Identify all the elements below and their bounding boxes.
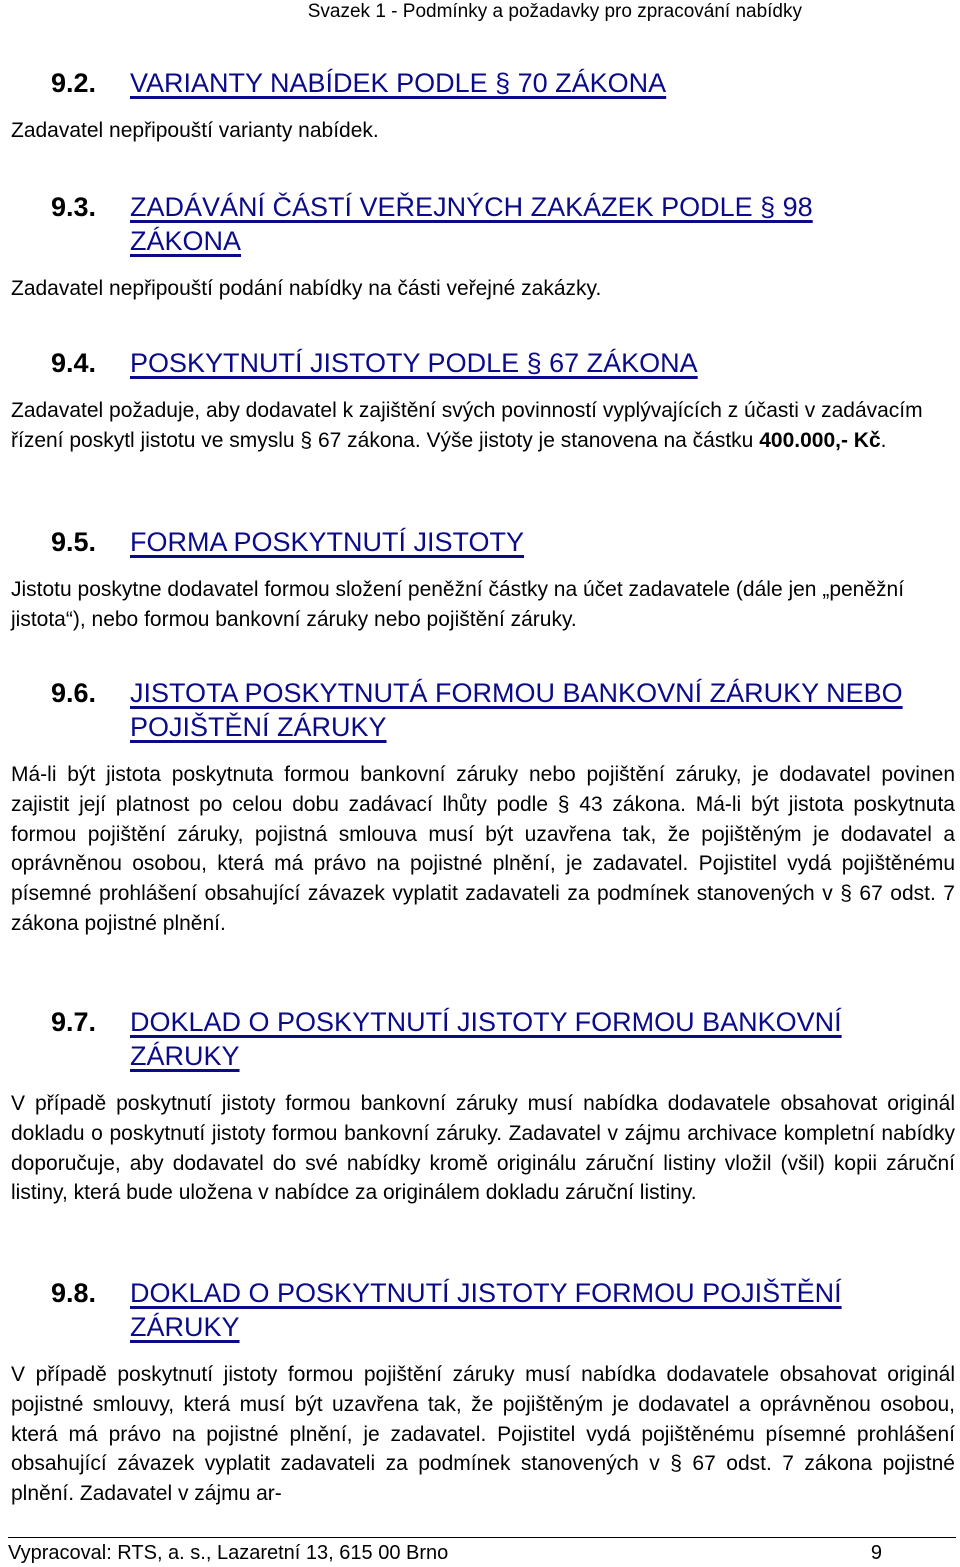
paragraph: Má-li být jistota poskytnuta formou bankovní záruky nebo pojištění záruky, je dodavatel povinen zajistit její platnost po celou dobu zadávací lhůty podle § 43 zákona. Má-li být jistota poskytnuta formou pojištění záruky, pojistná smlouva musí být uzavřena tak, že pojištěným je dodavatel a oprávněnou osobou, která má právo na pojistné plnění, je zadavatel. Pojistitel vydá pojištěnému písemné prohlášení obsahující závazek vyplatit zadavateli za podmínek stanovených v § 67 odst. 7 zákona pojistné plnění. bbox=[11, 763, 955, 935]
paragraph: V případě poskytnutí jistoty formou bankovní záruky musí nabídka dodavatele obsahovat originál dokladu o poskytnutí jistoty formou bankovní záruky. Zadavatel v zájmu archivace kompletní nabídky doporučuje, aby dodavatel do své nabídky kromě originálu záruční listiny vložil (všil) kopii záruční listiny, která bude uložena v nabídce za originálem dokladu záruční listiny. bbox=[11, 1092, 955, 1205]
section-heading bbox=[11, 346, 955, 380]
page-number: 9 bbox=[870, 1542, 882, 1564]
section-heading bbox=[11, 676, 910, 744]
paragraph bbox=[11, 396, 955, 456]
section-heading bbox=[11, 525, 955, 559]
section-title: ZADÁVÁNÍ ČÁSTÍ VEŘEJNÝCH ZAKÁZEK PODLE § 98 ZÁKONA bbox=[130, 192, 813, 256]
section-number: 9.4. bbox=[51, 348, 97, 378]
section-number: 9.8. bbox=[51, 1278, 97, 1308]
section-9-8 bbox=[11, 1276, 955, 1509]
paragraph: Jistotu poskytne dodavatel formou složení peněžní částky na účet zadavatele (dále jen „peněžní jistota“), nebo formou bankovní záruky nebo pojištění záruky. bbox=[11, 578, 905, 631]
paragraph: V případě poskytnutí jistoty formou pojištění záruky musí nabídka dodavatele obsahovat originál pojistné smlouvy, která musí být uzavřena tak, že pojištěným je dodavatel a oprávněnou osobou, která má právo na pojistné plnění, je zadavatel. Pojistitel vydá pojištěnému písemné prohlášení obsahující závazek vyplatit zadavateli za podmínek stanovených v § 67 odst. 7 zákona pojistné plnění. Zadavatel v zájmu ar- bbox=[11, 1363, 955, 1506]
page-header: Svazek 1 - Podmínky a požadavky pro zpracování nabídky bbox=[307, 1, 802, 22]
section-number: 9.5. bbox=[51, 527, 97, 557]
section-title: JISTOTA POSKYTNUTÁ FORMOU BANKOVNÍ ZÁRUKY NEBO POJIŠTĚNÍ ZÁRUKY bbox=[130, 678, 903, 742]
section-title: DOKLAD O POSKYTNUTÍ JISTOTY FORMOU BANKOVNÍ ZÁRUKY bbox=[130, 1007, 842, 1071]
amount-suffix: . bbox=[880, 428, 887, 452]
paragraph-text: Zadavatel požaduje, aby dodavatel k zajištění svých povinností vyplývajících z účasti v zadávacím řízení poskytl jistotu ve smyslu § 67 zákona. Výše jistoty je stanovena na částku bbox=[11, 399, 923, 452]
section-heading bbox=[11, 190, 900, 258]
section-9-2 bbox=[11, 66, 955, 146]
section-title: DOKLAD O POSKYTNUTÍ JISTOTY FORMOU POJIŠTĚNÍ ZÁRUKY bbox=[130, 1278, 842, 1342]
section-heading bbox=[11, 1005, 930, 1073]
section-9-3 bbox=[11, 190, 955, 304]
section-9-5 bbox=[11, 525, 955, 635]
section-title: VARIANTY NABÍDEK PODLE § 70 ZÁKONA bbox=[130, 68, 667, 98]
paragraph: Zadavatel nepřipouští varianty nabídek. bbox=[11, 119, 379, 142]
section-heading bbox=[11, 66, 955, 100]
guarantee-amount: 400.000,- Kč bbox=[759, 428, 881, 452]
section-heading bbox=[11, 1276, 930, 1344]
section-9-7 bbox=[11, 1005, 955, 1208]
paragraph: Zadavatel nepřipouští podání nabídky na části veřejné zakázky. bbox=[11, 277, 602, 300]
footer-divider bbox=[8, 1537, 956, 1538]
section-number: 9.3. bbox=[51, 192, 97, 222]
footer-author: Vypracoval: RTS, a. s., Lazaretní 13, 615 00 Brno bbox=[8, 1542, 449, 1564]
section-title: POSKYTNUTÍ JISTOTY PODLE § 67 ZÁKONA bbox=[130, 348, 698, 378]
section-number: 9.7. bbox=[51, 1007, 97, 1037]
section-number: 9.6. bbox=[51, 678, 97, 708]
section-9-4 bbox=[11, 346, 955, 456]
section-number: 9.2. bbox=[51, 68, 97, 98]
section-title: FORMA POSKYTNUTÍ JISTOTY bbox=[130, 527, 525, 557]
section-9-6 bbox=[11, 676, 955, 939]
